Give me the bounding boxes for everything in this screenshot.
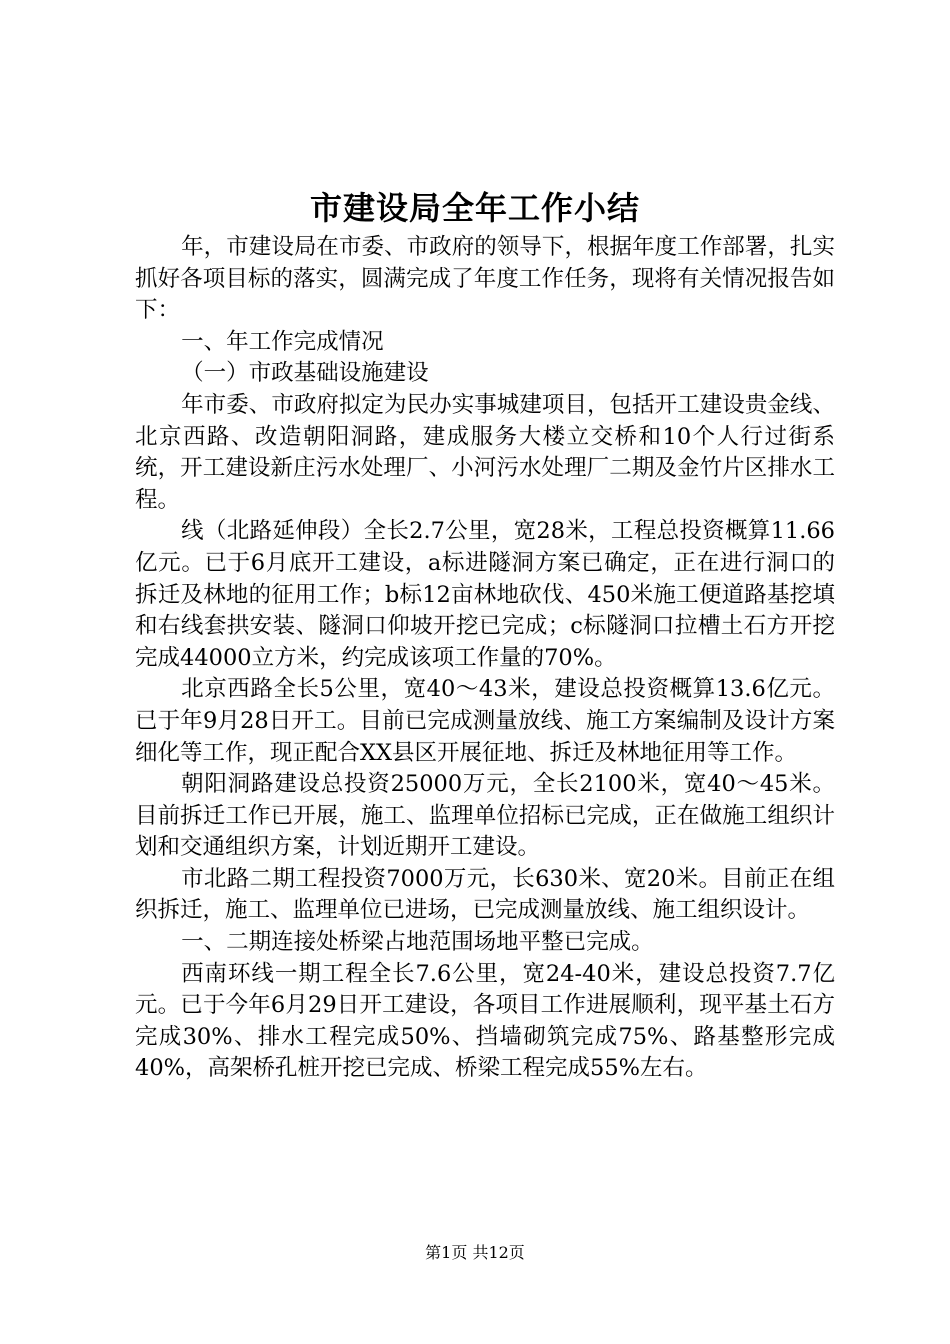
paragraph-line: 线（北路延伸段）全长2.7公里，宽28米，工程总投资概算11.66亿元。已于6月底开工建设，a标进隧洞方案已确定，正在进行洞口的拆迁及林地的征用工作；b标12亩林地砍伐、450米施工便道路基挖填和右线套拱安装、隧洞口仰坡开挖已完成；c标隧洞口拉槽土石方开挖完成44000立方米，约完成该项工作量的70%。 [135,518,835,671]
paragraph-intro: 年，市建设局在市委、市政府的领导下，根据年度工作部署，扎实抓好各项目标的落实，圆满完成了年度工作任务，现将有关情况报告如下： [135,234,835,324]
document-title: 市建设局全年工作小结 [309,189,640,227]
page-footer: 第1页 共12页 [425,1243,525,1262]
paragraph-projects: 年市委、市政府拟定为民办实事城建项目，包括开工建设贵金线、北京西路、改造朝阳洞路，建成服务大楼立交桥和10个人行过街系统，开工建设新庄污水处理厂、小河污水处理厂二期及金竹片区排水工程。 [135,391,835,513]
paragraph-beijing-west-road: 北京西路全长5公里，宽40～43米，建设总投资概算13.6亿元。已于年9月28日开工。目前已完成测量放线、施工方案编制及设计方案细化等工作，现正配合XX县区开展征地、拆迁及林地征用等工作。 [135,676,835,766]
document-body [135,232,835,1085]
paragraph-shibei-road: 市北路二期工程投资7000万元，长630米、宽20米。目前正在组织拆迁，施工、监理单位已进场，已完成测量放线、施工组织设计。 [135,865,835,924]
paragraph-chaoyangdong-road: 朝阳洞路建设总投资25000万元，全长2100米，宽40～45米。目前拆迁工作已开展，施工、监理单位招标已完成，正在做施工组织计划和交通组织方案，计划近期开工建设。 [135,771,835,861]
paragraph-bridge: 一、二期连接处桥梁占地范围场地平整已完成。 [181,929,654,956]
paragraph-southwest-ring: 西南环线一期工程全长7.6公里，宽24-40米，建设总投资7.7亿元。已于今年6月29日开工建设，各项目工作进展顺利，现平基土石方完成30%、排水工程完成50%、挡墙砌筑完成75%、路基整形完成40%，高架桥孔桩开挖已完成、桥梁工程完成55%左右。 [135,960,835,1082]
section-heading: 一、年工作完成情况 [181,328,384,355]
subsection-heading: （一）市政基础设施建设 [181,360,429,387]
